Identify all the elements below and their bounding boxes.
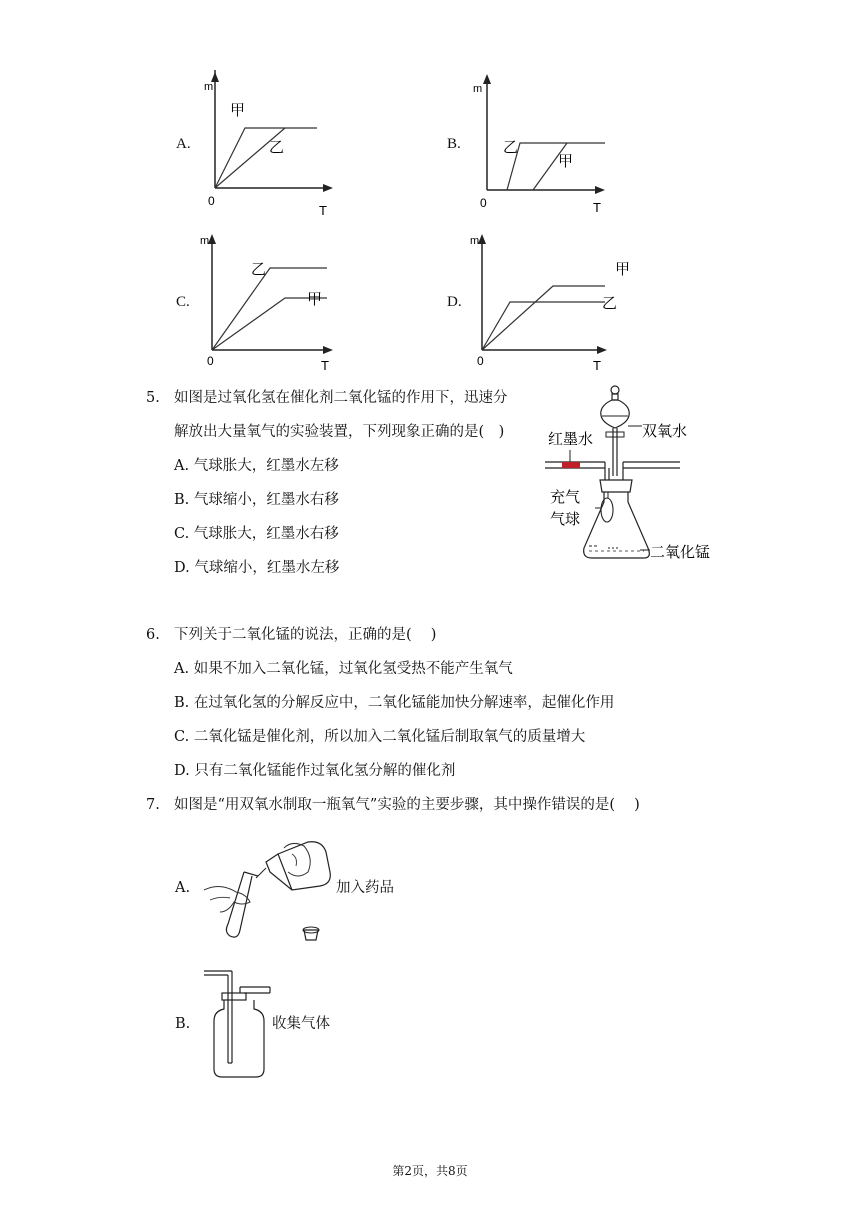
- q7-option-b-caption: 收集气体: [272, 1016, 330, 1032]
- separatory-funnel: [601, 400, 630, 428]
- series-label-2: 甲: [307, 291, 323, 308]
- origin-label: 0: [480, 196, 487, 210]
- x-axis-label: T: [321, 358, 329, 373]
- page-footer: 第2页，共8页: [392, 1164, 468, 1178]
- graph-c: [195, 228, 345, 378]
- q7-stem: 如图是“用双氧水制取一瓶氧气”实验的主要步骤，其中操作错误的是( ): [174, 797, 640, 813]
- series-label-1: 甲: [615, 261, 631, 278]
- x-axis-label: T: [319, 203, 327, 218]
- series-label-2: 甲: [558, 153, 574, 170]
- graph-d-letter: D.: [447, 294, 462, 310]
- graph-b: [465, 70, 615, 220]
- curve-yi: [507, 143, 605, 190]
- series-label-1: 乙: [503, 139, 519, 156]
- y-axis-label: m: [200, 235, 210, 247]
- bottle-stopper: [222, 993, 246, 1000]
- curve-jia: [215, 128, 317, 188]
- label-mno2: 二氧化锰: [650, 544, 711, 561]
- q6-option-b: B. 在过氧化氢的分解反应中，二氧化锰能加快分解速率，起催化作用: [174, 695, 615, 711]
- q6-option-d: D. 只有二氧化锰能作过氧化氢分解的催化剂: [174, 763, 456, 779]
- q6-option-c: C. 二氧化锰是催化剂，所以加入二氧化锰后制取氧气的质量增大: [174, 729, 586, 745]
- balloon: [601, 498, 613, 522]
- label-hydrogen-peroxide: 双氧水: [642, 423, 688, 440]
- gas-collecting-bottle: [214, 1000, 264, 1077]
- q7-number: 7.: [146, 797, 160, 813]
- label-red-ink: 红墨水: [548, 431, 594, 448]
- q5-stem-line1: 如图是过氧化氢在催化剂二氧化锰的作用下，迅速分: [174, 390, 508, 406]
- q6-option-a: A. 如果不加入二氧化锰，过氧化氢受热不能产生氧气: [174, 661, 513, 677]
- q7-option-b-letter: B.: [175, 1016, 191, 1032]
- q5-option-c: C. 气球胀大，红墨水右移: [174, 526, 339, 542]
- q5-option-d: D. 气球缩小，红墨水左移: [174, 560, 340, 576]
- q7-option-b-figure: [198, 965, 278, 1080]
- q6-number: 6.: [146, 627, 160, 643]
- q6-stem: 下列关于二氧化锰的说法，正确的是( ): [174, 627, 437, 643]
- graph-a-letter: A.: [176, 136, 191, 152]
- q5-apparatus-figure: [540, 380, 730, 575]
- x-axis-arrow: [597, 346, 607, 354]
- series-label-1: 乙: [251, 261, 267, 278]
- graph-d: [465, 228, 640, 378]
- y-axis-label: m: [204, 81, 214, 93]
- q5-stem-line2: 解放出大量氧气的实验装置，下列现象正确的是( ): [174, 424, 505, 440]
- reagent-bottle: [278, 842, 330, 890]
- x-axis-label: T: [593, 200, 601, 215]
- y-axis-arrow: [483, 74, 491, 84]
- curve-yi: [482, 302, 605, 350]
- x-axis-arrow: [595, 186, 605, 194]
- q7-option-a-caption: 加入药品: [336, 880, 394, 896]
- series-label-2: 乙: [602, 295, 618, 312]
- red-ink-drop: [562, 462, 580, 468]
- origin-label: 0: [477, 354, 484, 368]
- label-balloon-line1: 充气: [550, 489, 581, 506]
- bottle-stopper: [304, 930, 318, 940]
- label-balloon-line2: 气球: [550, 511, 581, 528]
- q7-option-a-figure: [200, 832, 340, 947]
- graph-c-letter: C.: [176, 294, 190, 310]
- origin-label: 0: [207, 354, 214, 368]
- x-axis-label: T: [593, 358, 601, 373]
- x-axis-arrow: [323, 346, 333, 354]
- curve-yi: [215, 128, 285, 188]
- series-label-1: 甲: [230, 102, 246, 119]
- y-axis-arrow: [478, 234, 486, 244]
- graph-b-letter: B.: [447, 136, 461, 152]
- q7-option-a-letter: A.: [175, 880, 191, 896]
- series-label-2: 乙: [269, 139, 285, 156]
- y-axis-arrow: [208, 234, 216, 244]
- origin-label: 0: [208, 194, 215, 208]
- rubber-stopper: [600, 480, 632, 492]
- q5-number: 5.: [146, 390, 160, 406]
- graph-a: [195, 70, 335, 220]
- x-axis-arrow: [323, 184, 333, 192]
- q5-option-b: B. 气球缩小，红墨水右移: [174, 492, 339, 508]
- q5-option-a: A. 气球胀大，红墨水左移: [174, 458, 339, 474]
- y-axis-label: m: [473, 83, 483, 95]
- y-axis-label: m: [470, 235, 480, 247]
- test-tube: [226, 872, 252, 937]
